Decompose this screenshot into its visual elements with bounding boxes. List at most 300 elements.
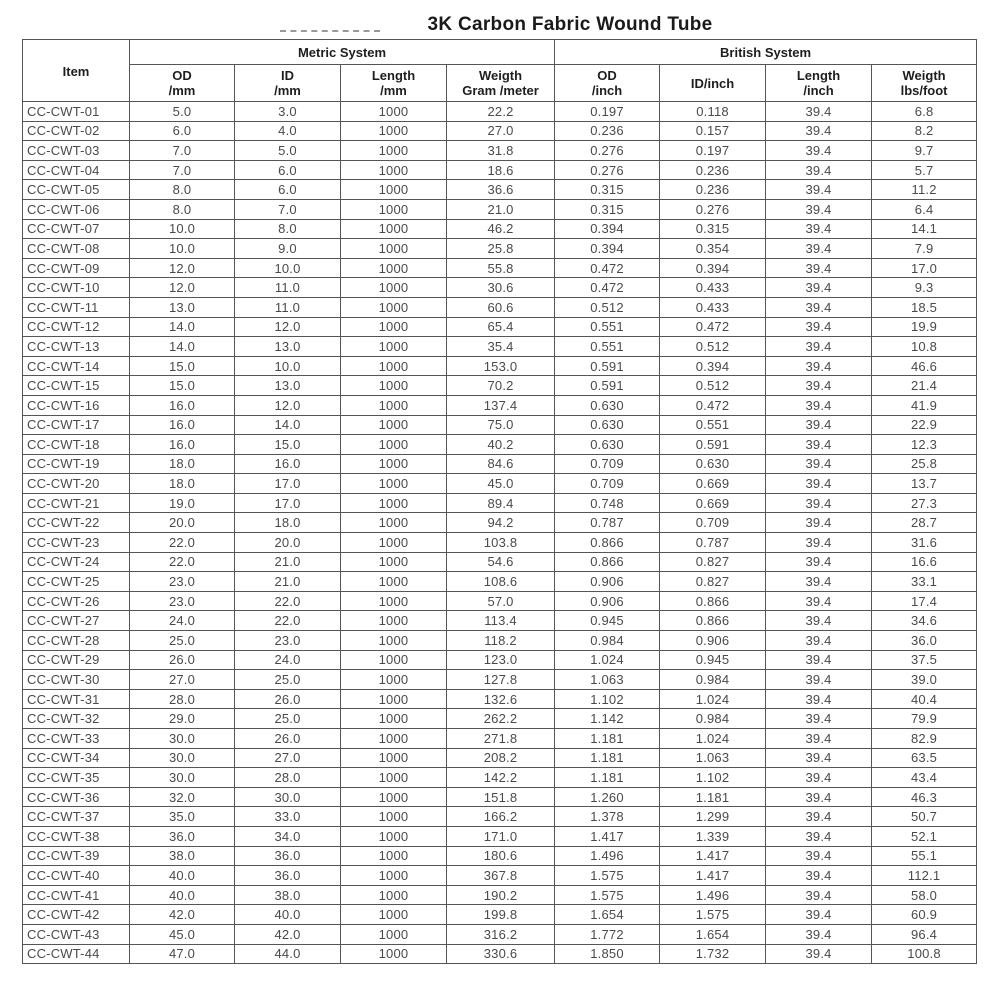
cell-length-inch: 39.4 <box>766 826 872 846</box>
cell-weight-lbs-foot: 43.4 <box>872 768 977 788</box>
cell-item-code: CC-CWT-24 <box>23 552 130 572</box>
cell-weight-lbs-foot: 12.3 <box>872 435 977 455</box>
group-header-british: British System <box>555 40 977 65</box>
cell-id-inch: 0.394 <box>660 258 766 278</box>
cell-weight-lbs-foot: 16.6 <box>872 552 977 572</box>
cell-length-inch: 39.4 <box>766 121 872 141</box>
cell-weight-gram-meter: 65.4 <box>447 317 555 337</box>
table-row <box>23 278 977 298</box>
cell-length-mm: 1000 <box>341 102 447 122</box>
cell-id-inch: 0.984 <box>660 709 766 729</box>
cell-od-inch: 0.394 <box>555 219 660 239</box>
cell-weight-gram-meter: 46.2 <box>447 219 555 239</box>
table-row <box>23 905 977 925</box>
cell-od-mm: 16.0 <box>130 415 235 435</box>
cell-length-mm: 1000 <box>341 141 447 161</box>
cell-weight-gram-meter: 36.6 <box>447 180 555 200</box>
cell-length-inch: 39.4 <box>766 709 872 729</box>
cell-od-inch: 1.417 <box>555 826 660 846</box>
cell-od-mm: 22.0 <box>130 533 235 553</box>
cell-weight-gram-meter: 21.0 <box>447 199 555 219</box>
cell-length-inch: 39.4 <box>766 768 872 788</box>
table-row <box>23 376 977 396</box>
cell-item-code: CC-CWT-36 <box>23 787 130 807</box>
cell-id-inch: 0.512 <box>660 337 766 357</box>
cell-id-mm: 28.0 <box>235 768 341 788</box>
cell-length-mm: 1000 <box>341 670 447 690</box>
cell-weight-gram-meter: 190.2 <box>447 885 555 905</box>
cell-weight-lbs-foot: 9.3 <box>872 278 977 298</box>
cell-item-code: CC-CWT-15 <box>23 376 130 396</box>
cell-od-inch: 1.181 <box>555 748 660 768</box>
cell-od-mm: 14.0 <box>130 337 235 357</box>
cell-od-inch: 0.197 <box>555 102 660 122</box>
cell-length-inch: 39.4 <box>766 748 872 768</box>
cell-od-mm: 15.0 <box>130 376 235 396</box>
cell-id-inch: 0.669 <box>660 474 766 494</box>
cell-id-inch: 0.433 <box>660 297 766 317</box>
table-row <box>23 435 977 455</box>
cell-od-inch: 0.276 <box>555 160 660 180</box>
cell-weight-gram-meter: 153.0 <box>447 356 555 376</box>
cell-od-inch: 1.063 <box>555 670 660 690</box>
cell-length-inch: 39.4 <box>766 180 872 200</box>
cell-item-code: CC-CWT-28 <box>23 631 130 651</box>
cell-od-inch: 1.181 <box>555 729 660 749</box>
cell-od-mm: 8.0 <box>130 180 235 200</box>
header-row-columns <box>23 65 977 102</box>
cell-weight-gram-meter: 60.6 <box>447 297 555 317</box>
cell-id-inch: 1.024 <box>660 689 766 709</box>
cell-od-inch: 0.591 <box>555 356 660 376</box>
cell-item-code: CC-CWT-04 <box>23 160 130 180</box>
cell-length-mm: 1000 <box>341 395 447 415</box>
cell-weight-lbs-foot: 8.2 <box>872 121 977 141</box>
cell-weight-lbs-foot: 37.5 <box>872 650 977 670</box>
cell-weight-gram-meter: 113.4 <box>447 611 555 631</box>
cell-od-mm: 45.0 <box>130 924 235 944</box>
cell-weight-gram-meter: 22.2 <box>447 102 555 122</box>
cell-item-code: CC-CWT-05 <box>23 180 130 200</box>
table-row <box>23 493 977 513</box>
cell-id-mm: 30.0 <box>235 787 341 807</box>
cell-weight-gram-meter: 45.0 <box>447 474 555 494</box>
cell-length-mm: 1000 <box>341 729 447 749</box>
cell-od-inch: 1.260 <box>555 787 660 807</box>
cell-length-inch: 39.4 <box>766 297 872 317</box>
column-header-weight-lbs-foot: Weigth lbs/foot <box>872 65 977 102</box>
cell-item-code: CC-CWT-03 <box>23 141 130 161</box>
cell-id-inch: 1.732 <box>660 944 766 964</box>
cell-weight-gram-meter: 27.0 <box>447 121 555 141</box>
cell-length-mm: 1000 <box>341 846 447 866</box>
cell-weight-gram-meter: 330.6 <box>447 944 555 964</box>
cell-item-code: CC-CWT-17 <box>23 415 130 435</box>
cell-length-inch: 39.4 <box>766 474 872 494</box>
cell-weight-lbs-foot: 100.8 <box>872 944 977 964</box>
cell-weight-gram-meter: 40.2 <box>447 435 555 455</box>
cell-id-inch: 1.102 <box>660 768 766 788</box>
cell-weight-gram-meter: 70.2 <box>447 376 555 396</box>
cell-id-inch: 1.063 <box>660 748 766 768</box>
cell-length-mm: 1000 <box>341 689 447 709</box>
cell-item-code: CC-CWT-07 <box>23 219 130 239</box>
cell-od-inch: 1.850 <box>555 944 660 964</box>
cell-id-mm: 21.0 <box>235 552 341 572</box>
cell-id-inch: 0.276 <box>660 199 766 219</box>
cell-od-mm: 24.0 <box>130 611 235 631</box>
cell-weight-lbs-foot: 63.5 <box>872 748 977 768</box>
cell-weight-lbs-foot: 13.7 <box>872 474 977 494</box>
cell-weight-lbs-foot: 46.3 <box>872 787 977 807</box>
cell-id-mm: 11.0 <box>235 278 341 298</box>
cell-length-mm: 1000 <box>341 591 447 611</box>
cell-length-mm: 1000 <box>341 748 447 768</box>
cell-od-mm: 26.0 <box>130 650 235 670</box>
cell-od-inch: 0.630 <box>555 395 660 415</box>
cell-id-inch: 0.866 <box>660 591 766 611</box>
cell-od-inch: 1.024 <box>555 650 660 670</box>
cell-weight-lbs-foot: 33.1 <box>872 572 977 592</box>
cell-length-mm: 1000 <box>341 807 447 827</box>
cell-item-code: CC-CWT-06 <box>23 199 130 219</box>
table-row <box>23 141 977 161</box>
cell-length-inch: 39.4 <box>766 729 872 749</box>
cell-id-inch: 0.236 <box>660 160 766 180</box>
column-header-id-inch: ID/inch <box>660 65 766 102</box>
cell-id-mm: 9.0 <box>235 239 341 259</box>
cell-length-mm: 1000 <box>341 180 447 200</box>
cell-length-mm: 1000 <box>341 297 447 317</box>
cell-length-mm: 1000 <box>341 160 447 180</box>
cell-weight-gram-meter: 367.8 <box>447 866 555 886</box>
column-header-od-inch: OD /inch <box>555 65 660 102</box>
cell-weight-gram-meter: 103.8 <box>447 533 555 553</box>
cell-id-inch: 0.709 <box>660 513 766 533</box>
page-title: 3K Carbon Fabric Wound Tube <box>427 14 713 35</box>
cell-weight-lbs-foot: 41.9 <box>872 395 977 415</box>
table-row <box>23 102 977 122</box>
cell-od-inch: 0.748 <box>555 493 660 513</box>
cell-item-code: CC-CWT-44 <box>23 944 130 964</box>
cell-od-inch: 0.709 <box>555 454 660 474</box>
cell-length-inch: 39.4 <box>766 905 872 925</box>
table-row <box>23 199 977 219</box>
cell-length-mm: 1000 <box>341 866 447 886</box>
cell-weight-lbs-foot: 18.5 <box>872 297 977 317</box>
cell-weight-lbs-foot: 58.0 <box>872 885 977 905</box>
cell-weight-lbs-foot: 39.0 <box>872 670 977 690</box>
table-row <box>23 709 977 729</box>
cell-weight-gram-meter: 118.2 <box>447 631 555 651</box>
cell-length-mm: 1000 <box>341 905 447 925</box>
cell-id-inch: 0.512 <box>660 376 766 396</box>
cell-item-code: CC-CWT-32 <box>23 709 130 729</box>
cell-id-inch: 0.906 <box>660 631 766 651</box>
cell-item-code: CC-CWT-27 <box>23 611 130 631</box>
cell-id-mm: 23.0 <box>235 631 341 651</box>
cell-id-inch: 0.827 <box>660 552 766 572</box>
cell-od-mm: 13.0 <box>130 297 235 317</box>
cell-length-mm: 1000 <box>341 768 447 788</box>
cell-weight-gram-meter: 75.0 <box>447 415 555 435</box>
cell-item-code: CC-CWT-01 <box>23 102 130 122</box>
cell-length-inch: 39.4 <box>766 689 872 709</box>
cell-od-inch: 0.276 <box>555 141 660 161</box>
cell-length-mm: 1000 <box>341 631 447 651</box>
cell-length-inch: 39.4 <box>766 415 872 435</box>
cell-length-mm: 1000 <box>341 219 447 239</box>
cell-length-mm: 1000 <box>341 533 447 553</box>
cell-id-mm: 5.0 <box>235 141 341 161</box>
cell-id-mm: 6.0 <box>235 160 341 180</box>
cell-od-mm: 30.0 <box>130 768 235 788</box>
cell-id-inch: 0.945 <box>660 650 766 670</box>
cell-length-mm: 1000 <box>341 552 447 572</box>
cell-od-mm: 25.0 <box>130 631 235 651</box>
cell-weight-gram-meter: 137.4 <box>447 395 555 415</box>
cell-length-inch: 39.4 <box>766 454 872 474</box>
cell-od-mm: 19.0 <box>130 493 235 513</box>
table-row <box>23 650 977 670</box>
cell-id-inch: 1.024 <box>660 729 766 749</box>
cell-weight-gram-meter: 262.2 <box>447 709 555 729</box>
cell-length-inch: 39.4 <box>766 924 872 944</box>
cell-od-mm: 5.0 <box>130 102 235 122</box>
table-row <box>23 513 977 533</box>
cell-length-inch: 39.4 <box>766 239 872 259</box>
table-row <box>23 729 977 749</box>
cell-od-mm: 16.0 <box>130 435 235 455</box>
table-row <box>23 533 977 553</box>
table-row <box>23 944 977 964</box>
cell-id-mm: 4.0 <box>235 121 341 141</box>
cell-od-inch: 0.630 <box>555 415 660 435</box>
cell-length-mm: 1000 <box>341 493 447 513</box>
table-row <box>23 160 977 180</box>
table-row <box>23 591 977 611</box>
cell-length-inch: 39.4 <box>766 356 872 376</box>
column-header-item: Item <box>23 40 130 102</box>
cell-od-mm: 6.0 <box>130 121 235 141</box>
table-row <box>23 924 977 944</box>
cell-id-mm: 11.0 <box>235 297 341 317</box>
table-row <box>23 474 977 494</box>
cell-id-inch: 0.118 <box>660 102 766 122</box>
cell-id-mm: 34.0 <box>235 826 341 846</box>
cell-id-inch: 0.984 <box>660 670 766 690</box>
cell-length-inch: 39.4 <box>766 787 872 807</box>
cell-length-mm: 1000 <box>341 513 447 533</box>
cell-id-mm: 13.0 <box>235 337 341 357</box>
cell-weight-gram-meter: 171.0 <box>447 826 555 846</box>
cell-id-inch: 1.417 <box>660 866 766 886</box>
cell-id-inch: 0.197 <box>660 141 766 161</box>
cell-od-inch: 1.181 <box>555 768 660 788</box>
cell-weight-lbs-foot: 10.8 <box>872 337 977 357</box>
cell-length-inch: 39.4 <box>766 160 872 180</box>
cell-item-code: CC-CWT-20 <box>23 474 130 494</box>
cell-length-mm: 1000 <box>341 376 447 396</box>
cell-id-mm: 7.0 <box>235 199 341 219</box>
cell-od-mm: 47.0 <box>130 944 235 964</box>
cell-item-code: CC-CWT-42 <box>23 905 130 925</box>
cell-item-code: CC-CWT-40 <box>23 866 130 886</box>
table-row <box>23 258 977 278</box>
cell-od-mm: 8.0 <box>130 199 235 219</box>
cell-weight-lbs-foot: 17.4 <box>872 591 977 611</box>
cell-weight-gram-meter: 31.8 <box>447 141 555 161</box>
cell-length-mm: 1000 <box>341 199 447 219</box>
table-row <box>23 748 977 768</box>
cell-item-code: CC-CWT-38 <box>23 826 130 846</box>
column-header-weight-gram-meter: Weigth Gram /meter <box>447 65 555 102</box>
cell-item-code: CC-CWT-31 <box>23 689 130 709</box>
cell-weight-lbs-foot: 52.1 <box>872 826 977 846</box>
table-row <box>23 395 977 415</box>
cell-od-inch: 0.984 <box>555 631 660 651</box>
cell-weight-gram-meter: 18.6 <box>447 160 555 180</box>
cell-od-inch: 0.315 <box>555 199 660 219</box>
cell-id-mm: 16.0 <box>235 454 341 474</box>
cell-id-mm: 12.0 <box>235 395 341 415</box>
cell-length-mm: 1000 <box>341 924 447 944</box>
cell-length-mm: 1000 <box>341 435 447 455</box>
table-row <box>23 356 977 376</box>
cell-length-mm: 1000 <box>341 121 447 141</box>
cell-weight-lbs-foot: 50.7 <box>872 807 977 827</box>
cell-id-mm: 42.0 <box>235 924 341 944</box>
cell-weight-lbs-foot: 79.9 <box>872 709 977 729</box>
cell-od-mm: 40.0 <box>130 885 235 905</box>
table-row <box>23 572 977 592</box>
cell-length-mm: 1000 <box>341 415 447 435</box>
cell-id-mm: 44.0 <box>235 944 341 964</box>
cell-weight-gram-meter: 166.2 <box>447 807 555 827</box>
cell-weight-gram-meter: 30.6 <box>447 278 555 298</box>
cell-length-mm: 1000 <box>341 650 447 670</box>
cell-weight-gram-meter: 208.2 <box>447 748 555 768</box>
cell-weight-gram-meter: 151.8 <box>447 787 555 807</box>
cell-length-inch: 39.4 <box>766 631 872 651</box>
cell-weight-lbs-foot: 36.0 <box>872 631 977 651</box>
cell-length-inch: 39.4 <box>766 435 872 455</box>
cell-id-inch: 0.551 <box>660 415 766 435</box>
cell-od-mm: 12.0 <box>130 278 235 298</box>
cell-weight-lbs-foot: 21.4 <box>872 376 977 396</box>
cell-od-inch: 0.945 <box>555 611 660 631</box>
cell-item-code: CC-CWT-26 <box>23 591 130 611</box>
cell-length-inch: 39.4 <box>766 376 872 396</box>
cell-length-mm: 1000 <box>341 317 447 337</box>
cell-weight-lbs-foot: 31.6 <box>872 533 977 553</box>
cell-weight-lbs-foot: 17.0 <box>872 258 977 278</box>
cell-weight-lbs-foot: 11.2 <box>872 180 977 200</box>
cell-id-inch: 1.496 <box>660 885 766 905</box>
table-row <box>23 885 977 905</box>
cell-weight-lbs-foot: 14.1 <box>872 219 977 239</box>
cell-length-mm: 1000 <box>341 356 447 376</box>
cell-od-mm: 18.0 <box>130 474 235 494</box>
cell-od-mm: 7.0 <box>130 160 235 180</box>
cell-od-mm: 20.0 <box>130 513 235 533</box>
cell-od-mm: 15.0 <box>130 356 235 376</box>
cell-id-mm: 10.0 <box>235 258 341 278</box>
cell-length-mm: 1000 <box>341 572 447 592</box>
cell-item-code: CC-CWT-19 <box>23 454 130 474</box>
table-row <box>23 611 977 631</box>
cell-id-inch: 0.315 <box>660 219 766 239</box>
cell-length-mm: 1000 <box>341 611 447 631</box>
cell-item-code: CC-CWT-09 <box>23 258 130 278</box>
cell-weight-lbs-foot: 19.9 <box>872 317 977 337</box>
cell-od-mm: 16.0 <box>130 395 235 415</box>
cell-id-mm: 33.0 <box>235 807 341 827</box>
cell-id-inch: 1.181 <box>660 787 766 807</box>
cell-item-code: CC-CWT-43 <box>23 924 130 944</box>
cell-weight-gram-meter: 108.6 <box>447 572 555 592</box>
cell-id-mm: 6.0 <box>235 180 341 200</box>
cell-length-mm: 1000 <box>341 278 447 298</box>
cell-length-inch: 39.4 <box>766 944 872 964</box>
cell-length-mm: 1000 <box>341 944 447 964</box>
cell-id-inch: 1.299 <box>660 807 766 827</box>
cell-od-inch: 1.142 <box>555 709 660 729</box>
table-row <box>23 180 977 200</box>
cell-od-inch: 0.630 <box>555 435 660 455</box>
cell-od-mm: 32.0 <box>130 787 235 807</box>
cell-id-inch: 0.433 <box>660 278 766 298</box>
table-row <box>23 826 977 846</box>
cell-id-inch: 0.866 <box>660 611 766 631</box>
cell-length-inch: 39.4 <box>766 102 872 122</box>
cell-length-inch: 39.4 <box>766 199 872 219</box>
cell-od-inch: 0.315 <box>555 180 660 200</box>
cell-od-mm: 28.0 <box>130 689 235 709</box>
cell-id-mm: 36.0 <box>235 866 341 886</box>
cell-id-mm: 20.0 <box>235 533 341 553</box>
cell-weight-lbs-foot: 82.9 <box>872 729 977 749</box>
cell-length-mm: 1000 <box>341 826 447 846</box>
cell-id-mm: 26.0 <box>235 689 341 709</box>
cell-id-mm: 12.0 <box>235 317 341 337</box>
cell-id-inch: 1.654 <box>660 924 766 944</box>
column-header-od-mm: OD /mm <box>130 65 235 102</box>
cell-length-inch: 39.4 <box>766 278 872 298</box>
table-row <box>23 317 977 337</box>
cell-item-code: CC-CWT-13 <box>23 337 130 357</box>
cell-weight-lbs-foot: 6.4 <box>872 199 977 219</box>
cell-weight-lbs-foot: 9.7 <box>872 141 977 161</box>
table-row <box>23 297 977 317</box>
cell-item-code: CC-CWT-10 <box>23 278 130 298</box>
cell-od-inch: 0.866 <box>555 533 660 553</box>
cell-od-mm: 22.0 <box>130 552 235 572</box>
cell-length-mm: 1000 <box>341 709 447 729</box>
cell-weight-lbs-foot: 40.4 <box>872 689 977 709</box>
cell-od-inch: 1.378 <box>555 807 660 827</box>
cell-id-mm: 25.0 <box>235 670 341 690</box>
table-row <box>23 415 977 435</box>
cell-length-inch: 39.4 <box>766 846 872 866</box>
table-header <box>23 40 977 102</box>
cell-od-inch: 0.709 <box>555 474 660 494</box>
cell-id-mm: 14.0 <box>235 415 341 435</box>
cell-id-mm: 36.0 <box>235 846 341 866</box>
cell-od-inch: 0.472 <box>555 278 660 298</box>
cell-od-mm: 27.0 <box>130 670 235 690</box>
table-body <box>23 102 977 964</box>
